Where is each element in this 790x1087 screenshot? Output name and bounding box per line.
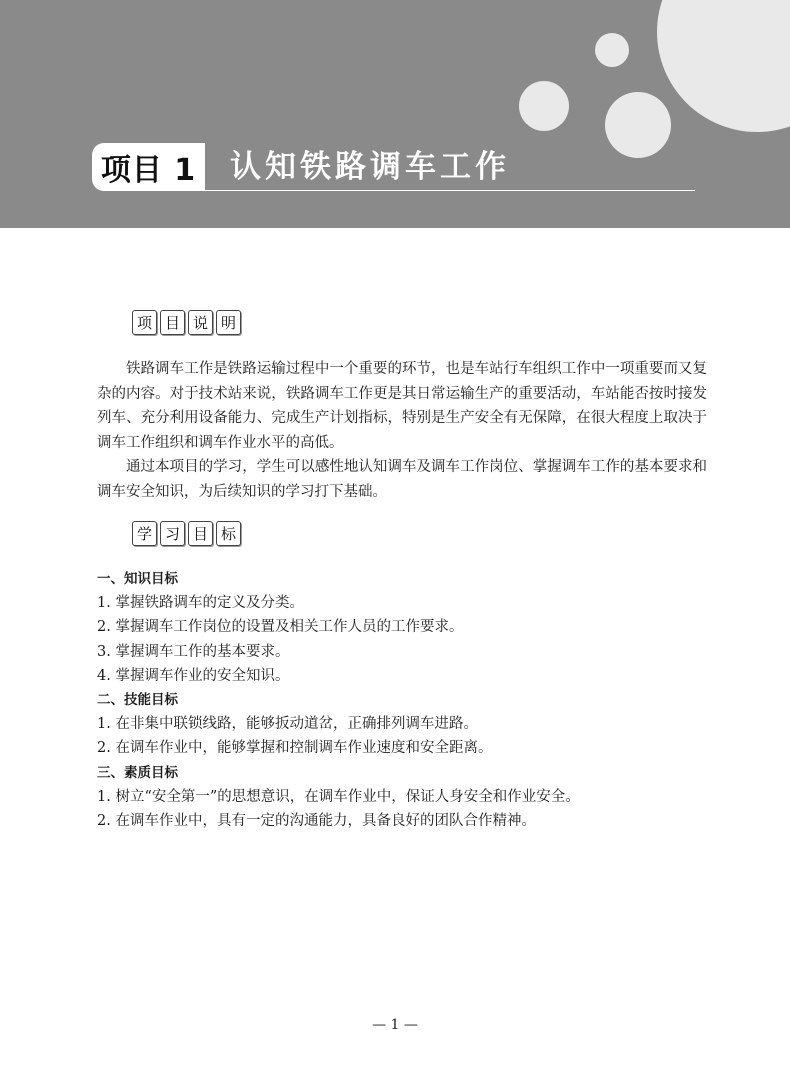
goal-item: 1. 在非集中联锁线路，能够扳动道岔，正确排列调车进路。	[97, 716, 478, 733]
decorative-circle-small	[519, 81, 569, 131]
intro-paragraph-1: 铁路调车工作是铁路运输过程中一个重要的环节，也是车站行车组织工作中一项重要而又复杂的内容。对于技术站来说，铁路调车工作更是其日常运输生产的重要活动，车站能否按时接发列车、充分利用设备能力、完成生产计划指标，特别是生产安全有无保障，在很大程度上取决于调车工作组织和调车作业水平的高低。	[97, 361, 707, 451]
goal-item: 2. 掌握调车工作岗位的设置及相关工作人员的工作要求。	[97, 619, 464, 636]
decorative-circle-medium	[605, 92, 671, 158]
title-underline	[205, 190, 695, 191]
goal-item: 1. 树立“安全第一”的思想意识，在调车作业中，保证人身安全和作业安全。	[97, 788, 580, 805]
goal-item: 3. 掌握调车工作的基本要求。	[97, 643, 290, 660]
section-heading-project-description	[132, 310, 241, 335]
intro-paragraph-2: 通过本项目的学习，学生可以感性地认知调车及调车工作岗位、掌握调车工作的基本要求和调车安全知识，为后续知识的学习打下基础。	[97, 459, 707, 500]
heading-char: 目	[188, 521, 213, 546]
heading-char: 习	[160, 521, 185, 546]
header-band	[0, 0, 790, 228]
section-heading-learning-goals	[132, 521, 241, 546]
decorative-circle-large	[657, 0, 790, 132]
heading-char: 标	[216, 521, 241, 546]
page-title: 认知铁路调车工作	[230, 149, 510, 185]
project-label: 项目 1	[92, 143, 205, 191]
goal-item: 2. 在调车作业中，能够掌握和控制调车作业速度和安全距离。	[97, 740, 493, 757]
goal-heading-skill: 二、技能目标	[97, 691, 178, 708]
goal-item: 1. 掌握铁路调车的定义及分类。	[97, 595, 304, 612]
learning-goals-list	[97, 567, 717, 833]
decorative-circle-tiny	[595, 33, 629, 67]
goal-item: 4. 掌握调车作业的安全知识。	[97, 667, 290, 684]
heading-char: 说	[188, 310, 213, 335]
page-number: — 1 —	[372, 1017, 418, 1033]
heading-char: 项	[132, 310, 157, 335]
heading-char: 明	[216, 310, 241, 335]
goal-heading-quality: 三、素质目标	[97, 764, 178, 781]
heading-char: 目	[160, 310, 185, 335]
heading-char: 学	[132, 521, 157, 546]
goal-heading-knowledge: 一、知识目标	[97, 571, 178, 587]
goal-item: 2. 在调车作业中，具有一定的沟通能力，具备良好的团队合作精神。	[97, 812, 536, 829]
